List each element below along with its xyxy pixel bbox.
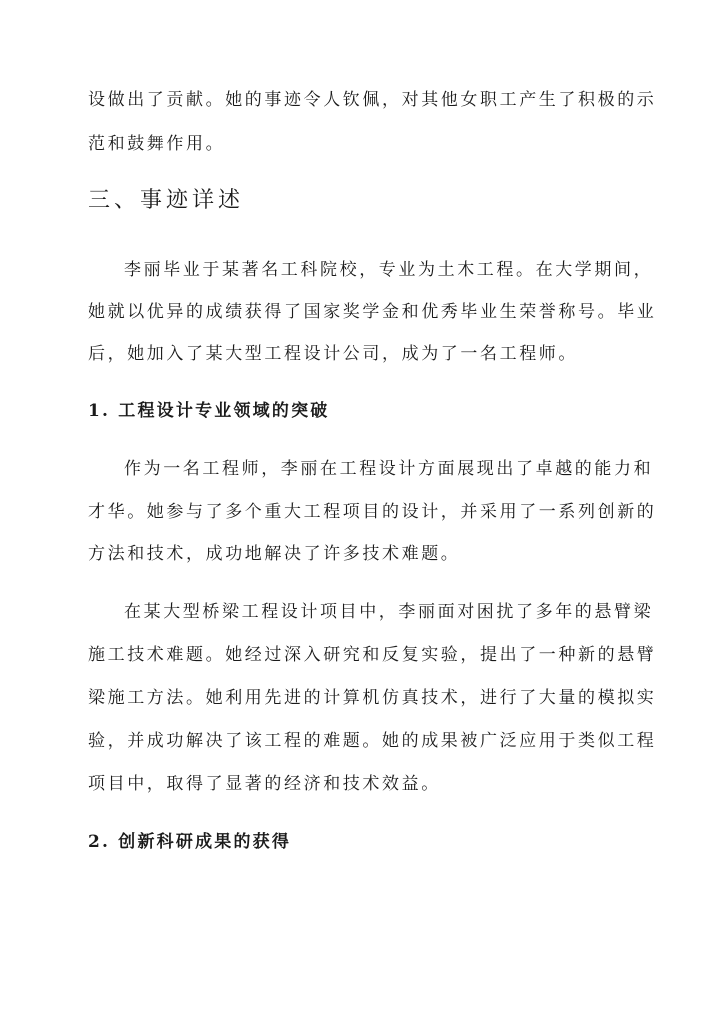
- sub1-para2-line-1: 在某大型桥梁工程设计项目中，李丽面对困扰了多年的悬臂梁: [124, 602, 654, 622]
- section3-para1-line-3: 后，她加入了某大型工程设计公司，成为了一名工程师。: [88, 344, 578, 364]
- sub1-para2-line-4: 验，并成功解决了该工程的难题。她的成果被广泛应用于类似工程: [88, 731, 657, 751]
- intro-line-2: 范和鼓舞作用。: [88, 134, 226, 154]
- section3-para1-line-1: 李丽毕业于某著名工科院校，专业为土木工程。在大学期间，: [124, 260, 654, 280]
- sub1-para2-line-3: 梁施工方法。她利用先进的计算机仿真技术，进行了大量的模拟实: [88, 688, 657, 708]
- intro-line-1: 设做出了贡献。她的事迹令人钦佩，对其他女职工产生了积极的示: [88, 90, 657, 110]
- sub1-para1-line-1: 作为一名工程师，李丽在工程设计方面展现出了卓越的能力和: [124, 459, 654, 479]
- sub1-para1-line-3: 方法和技术，成功地解决了许多技术难题。: [88, 544, 461, 564]
- sub1-para2-line-2: 施工技术难题。她经过深入研究和反复实验，提出了一种新的悬臂: [88, 645, 657, 665]
- sub1-para2-line-5: 项目中，取得了显著的经济和技术效益。: [88, 774, 441, 794]
- subheading-1: 1. 工程设计专业领域的突破: [88, 401, 330, 421]
- sub1-para1-line-2: 才华。她参与了多个重大工程项目的设计，并采用了一系列创新的: [88, 502, 657, 522]
- section-heading-3: 三、事迹详述: [88, 188, 245, 213]
- subheading-2: 2. 创新科研成果的获得: [88, 832, 292, 852]
- section3-para1-line-2: 她就以优异的成绩获得了国家奖学金和优秀毕业生荣誉称号。毕业: [88, 302, 657, 322]
